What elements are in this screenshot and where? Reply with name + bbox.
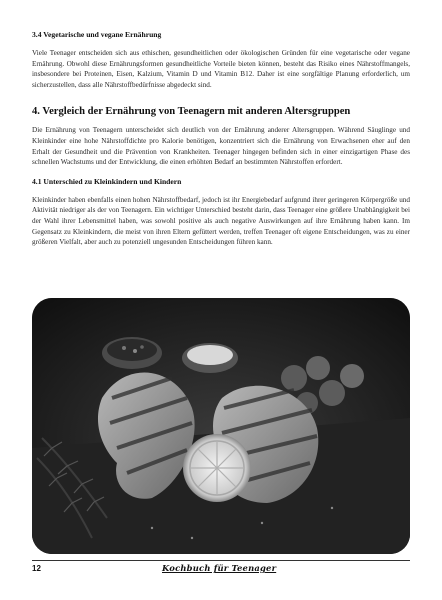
section-4-paragraph: Die Ernährung von Teenagern unterscheidet sich deutlich von der Ernährung anderer Altersgruppen. Während Säuglinge und Kleinkinder eine hohe Nährstoffdichte pro Kalorie benötigen, konzentriert sich die Ernährung von Erwachsenen eher auf den Erhalt der Gesundheit und die Prävention von Krankheiten. Teenager hingegen befinden sich in einer einzigartigen Phase des schnellen Wachstums und der Entwicklung, die einen erhöhten Bedarf an bestimmten Nährstoffen erfordert. [32, 126, 410, 167]
section-4-1-heading: 4.1 Unterschied zu Kleinkindern und Kindern [32, 176, 182, 186]
page-footer [32, 560, 410, 577]
food-photo [32, 298, 410, 554]
section-4-1-paragraph: Kleinkinder haben ebenfalls einen hohen Nährstoffbedarf, jedoch ist ihr Energiebedarf aufgrund ihrer geringeren Körpergröße und Aktivität niedriger als der von Teenagern. Ein wichtiger Unterschied besteht darin, dass Teenager eine größere Unabhängigkeit bei der Wahl ihrer Lebensmittel haben, was sowohl positive als auch negative Auswirkungen auf ihre Ernährung haben kann. Im Gegensatz zu Kleinkindern, die meist von ihren Eltern gefüttert werden, treffen Teenager oft eigene Entscheidungen, was zu einer größeren Vielfalt, aber auch zu potenziell ungesunden Entscheidungen führen kann. [32, 195, 410, 247]
page-content [32, 30, 410, 248]
section-3-4-heading: 3.4 Vegetarische und vegane Ernährung [32, 30, 162, 39]
book-title: Kochbuch für Teenager [162, 563, 277, 573]
grilled-salmon-illustration [32, 298, 410, 554]
page-number: 12 [32, 564, 41, 573]
section-3-4-paragraph: Viele Teenager entscheiden sich aus ethischen, gesundheitlichen oder ökologischen Gründen für eine vegetarische oder vegane Ernährung. Obwohl diese Ernährungsformen gesundheitliche Vorteile bieten können, besteht das Risiko eines Nährstoffmangels, insbesondere bei Proteinen, Eisen, Kalzium, Vitamin D und Vitamin B12. Daher ist eine sorgfältige Planung erforderlich, um sicherzustellen, dass alle Nährstoffbedürfnisse abgedeckt sind. [32, 49, 410, 89]
section-4-heading: 4. Vergleich der Ernährung von Teenagern mit anderen Altersgruppen [32, 106, 351, 118]
